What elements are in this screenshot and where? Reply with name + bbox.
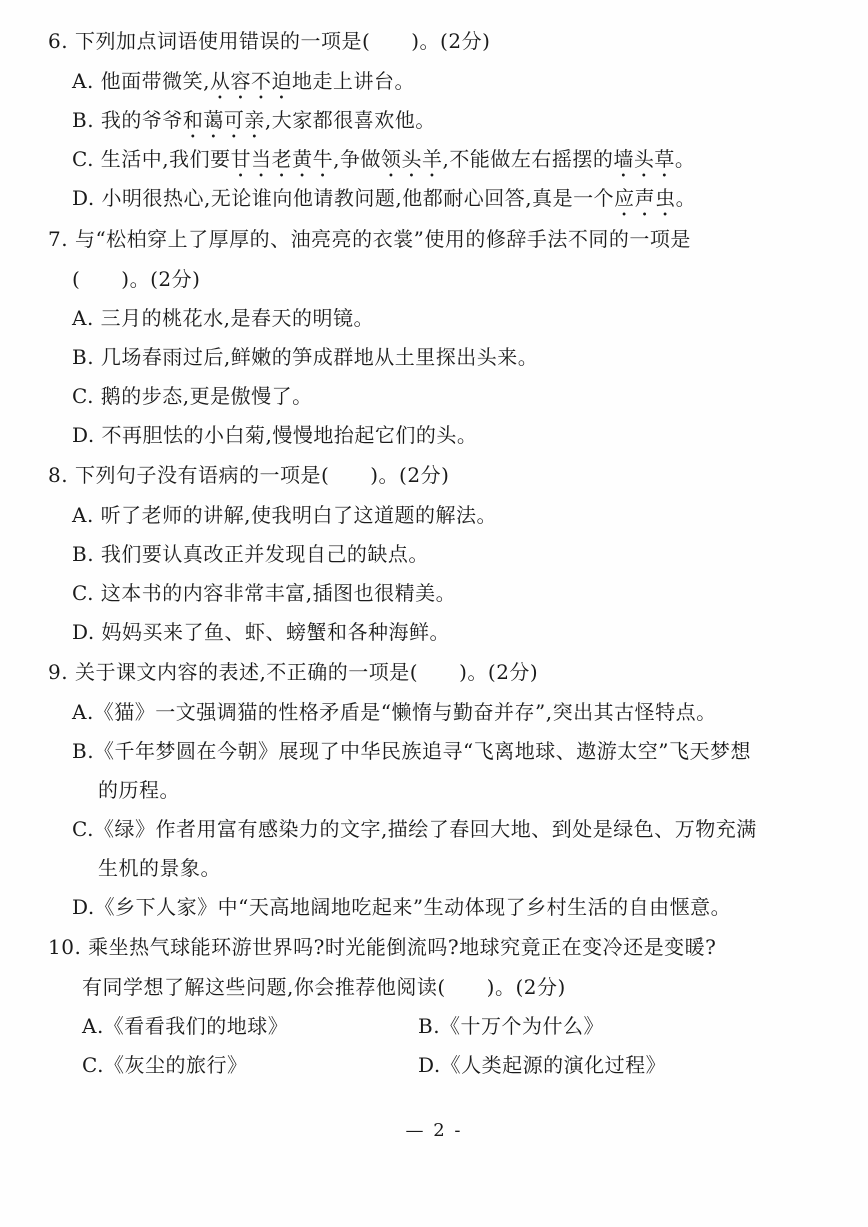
q9-option-b-line-1: B.《千年梦圆在今朝》展现了中华民族追寻“飞离地球、遨游太空”飞天梦想	[72, 739, 752, 763]
q6-c-post: 。	[674, 147, 696, 171]
q10-option-c: C.《灰尘的旅行》	[82, 1053, 248, 1077]
q7-option-a: A. 三月的桃花水,是春天的明镜。	[72, 306, 375, 330]
q7-option-d: D. 不再胆怯的小白菊,慢慢地抬起它们的头。	[72, 423, 478, 447]
q9-option-d: D.《乡下人家》中“天高地阔地吃起来”生动体现了乡村生活的自由惬意。	[72, 895, 732, 919]
q9-option-a: A.《猫》一文强调猫的性格矛盾是“懒惰与勤奋并存”,突出其古怪特点。	[72, 700, 717, 724]
q6-a-dotted: 从容不迫	[210, 69, 293, 93]
q6-d-pre: D. 小明很热心,无论谁向他请教问题,他都耐心回答,真是一个	[72, 186, 615, 210]
q6-option-d	[72, 185, 696, 221]
q6-c-pre: C. 生活中,我们要	[72, 147, 231, 171]
q6-c-mid-1: ,争做	[333, 147, 382, 171]
q8-option-c: C. 这本书的内容非常丰富,插图也很精美。	[72, 581, 457, 605]
page-number: — 2 -	[405, 1120, 463, 1141]
q10-option-a: A.《看看我们的地球》	[82, 1014, 289, 1038]
q10-stem-line-1: 10. 乘坐热气球能环游世界吗?时光能倒流吗?地球究竟正在变冷还是变暖?	[48, 935, 717, 959]
q6-c-dotted-3: 墙头草	[613, 147, 675, 171]
q6-c-dotted-2: 领头羊	[381, 147, 443, 171]
q8-option-d: D. 妈妈买来了鱼、虾、螃蟹和各种海鲜。	[72, 620, 451, 644]
q7-option-c: C. 鹅的步态,更是傲慢了。	[72, 384, 313, 408]
q9-stem: 9. 关于课文内容的表述,不正确的一项是( )。(2分)	[48, 660, 539, 684]
q9-option-c-line-1: C.《绿》作者用富有感染力的文字,描绘了春回大地、到处是绿色、万物充满	[72, 817, 757, 841]
q6-b-dotted: 和蔼可亲	[182, 108, 265, 132]
q6-c-mid-2: ,不能做左右摇摆的	[442, 147, 614, 171]
q7-option-b: B. 几场春雨过后,鲜嫩的笋成群地从土里探出头来。	[72, 345, 539, 369]
q6-a-pre: A. 他面带微笑,	[72, 69, 211, 93]
q6-d-post: 。	[675, 186, 697, 210]
q10-stem-line-2: 有同学想了解这些问题,你会推荐他阅读( )。(2分)	[82, 975, 566, 999]
q6-stem: 6. 下列加点词语使用错误的一项是( )。(2分)	[48, 29, 491, 53]
q8-option-b: B. 我们要认真改正并发现自己的缺点。	[72, 542, 429, 566]
q9-option-c-line-2: 生机的景象。	[98, 856, 221, 880]
q6-d-dotted: 应声虫	[614, 186, 676, 210]
q10-option-d: D.《人类起源的演化过程》	[418, 1053, 667, 1077]
q6-b-pre: B. 我的爷爷	[72, 108, 183, 132]
q6-a-post: 地走上讲台。	[292, 69, 416, 93]
q9-option-b-line-2: 的历程。	[98, 778, 180, 802]
q6-b-post: ,大家都很喜欢他。	[264, 108, 436, 132]
q6-option-c	[72, 146, 695, 182]
q7-stem-line-1: 7. 与“松柏穿上了厚厚的、油亮亮的衣裳”使用的修辞手法不同的一项是	[48, 227, 691, 251]
q7-stem-line-2: ( )。(2分)	[72, 267, 201, 291]
q8-option-a: A. 听了老师的讲解,使我明白了这道题的解法。	[72, 503, 498, 527]
q8-stem: 8. 下列句子没有语病的一项是( )。(2分)	[48, 463, 450, 487]
q10-option-b: B.《十万个为什么》	[418, 1014, 605, 1038]
q6-option-a	[72, 68, 415, 104]
q6-c-dotted-1: 甘当老黄牛	[230, 147, 334, 171]
q6-option-b	[72, 107, 436, 143]
